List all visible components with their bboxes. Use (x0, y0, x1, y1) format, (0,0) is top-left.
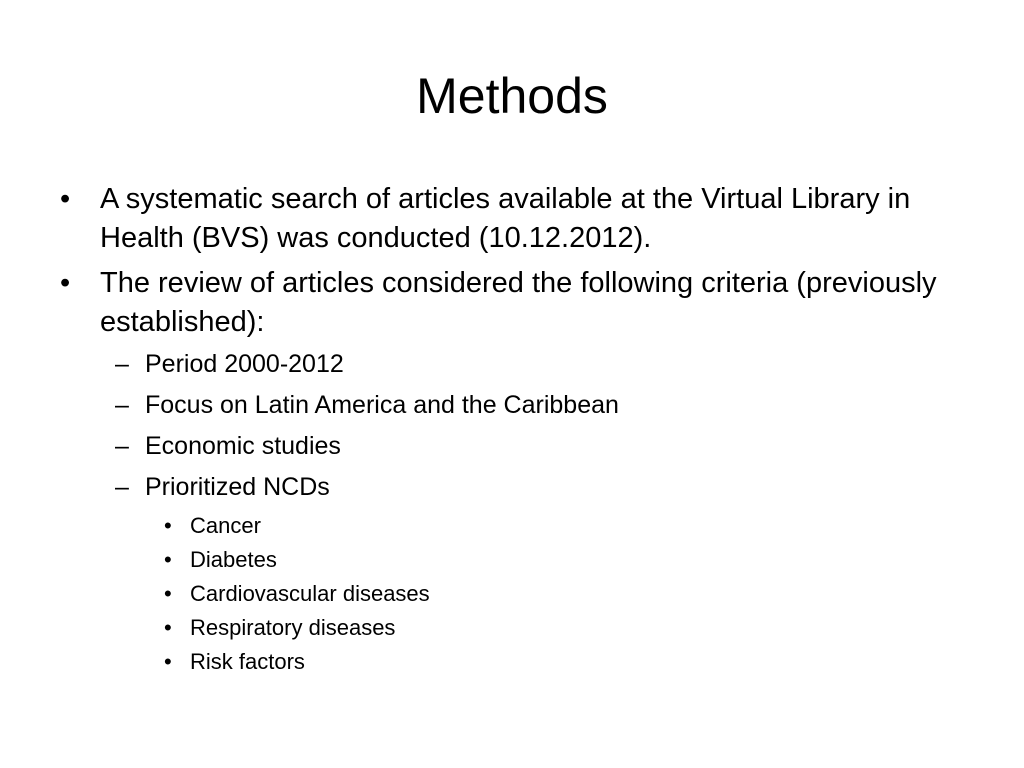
slide-body (60, 180, 960, 682)
slide-title: Methods (416, 68, 608, 124)
bullet-item (60, 180, 960, 258)
dash-icon: – (115, 432, 129, 460)
sub-sub-bullet-item (60, 648, 960, 675)
sub-bullet-text: Period 2000-2012 (145, 350, 344, 378)
sub-sub-bullet-text: Risk factors (190, 649, 305, 674)
sub-bullet-text: Prioritized NCDs (145, 473, 330, 501)
bullet-dot-icon: • (164, 547, 172, 572)
sub-bullet-item (60, 348, 960, 381)
bullet-dot-icon: • (164, 615, 172, 640)
bullet-dot-icon: • (164, 581, 172, 606)
bullet-text: The review of articles considered the following criteria (previously established): (100, 267, 937, 338)
sub-bullet-item (60, 471, 960, 504)
sub-sub-bullet-item (60, 580, 960, 607)
sub-sub-bullet-text: Diabetes (190, 547, 277, 572)
bullet-item (60, 264, 960, 342)
sub-sub-bullet-item (60, 614, 960, 641)
sub-sub-bullet-text: Cardiovascular diseases (190, 581, 430, 606)
sub-sub-bullet-text: Respiratory diseases (190, 615, 396, 640)
sub-bullet-text: Economic studies (145, 432, 341, 460)
sub-sub-bullet-text: Cancer (190, 513, 261, 538)
bullet-dot-icon: • (164, 513, 172, 538)
dash-icon: – (115, 350, 129, 378)
sub-bullet-item (60, 430, 960, 463)
dash-icon: – (115, 473, 129, 501)
dash-icon: – (115, 391, 129, 419)
sub-sub-bullet-item (60, 546, 960, 573)
bullet-dot-icon: • (60, 183, 71, 215)
sub-bullet-item (60, 389, 960, 422)
sub-sub-bullet-item (60, 512, 960, 539)
bullet-dot-icon: • (60, 267, 71, 299)
bullet-dot-icon: • (164, 649, 172, 674)
bullet-text: A systematic search of articles available at the Virtual Library in Health (BVS) was conducted (10.12.2012). (100, 183, 911, 254)
sub-bullet-text: Focus on Latin America and the Caribbean (145, 391, 619, 419)
